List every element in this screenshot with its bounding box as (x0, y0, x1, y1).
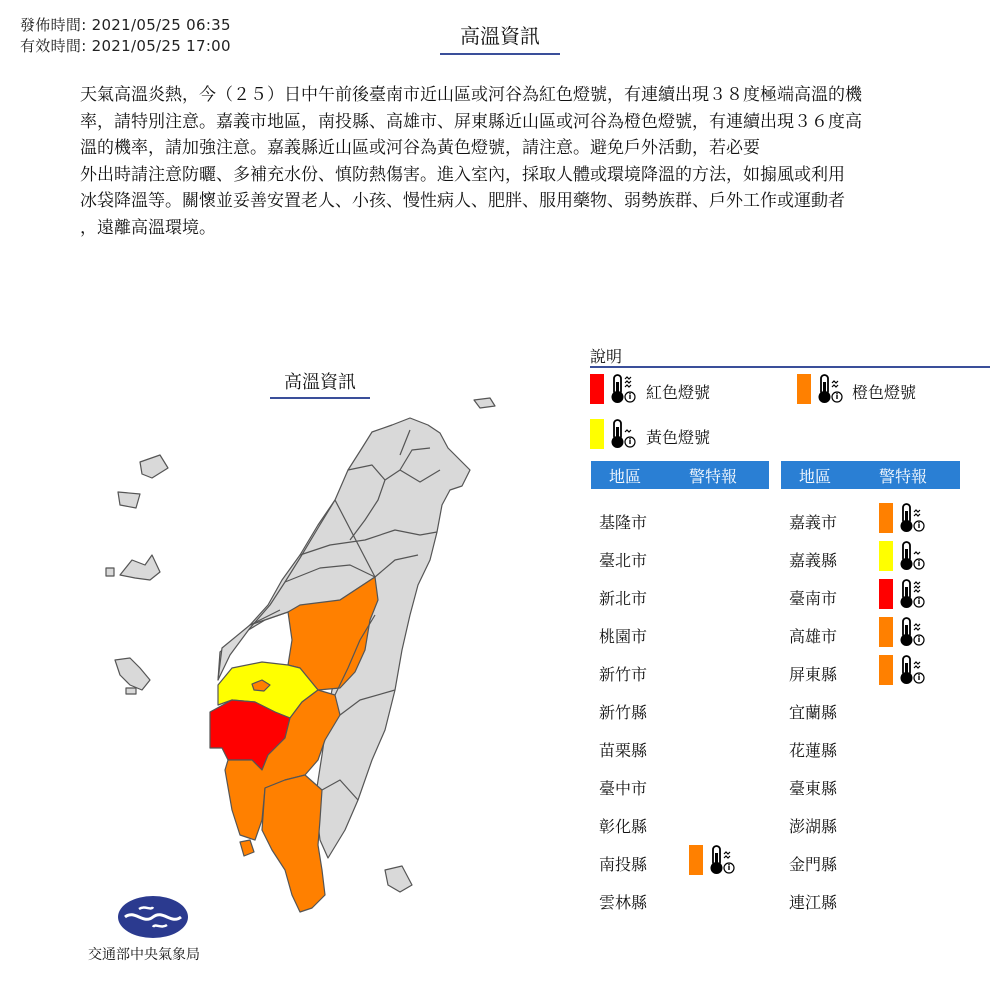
table-row-region: 苗栗縣 (599, 741, 648, 760)
page-title-text: 高溫資訊 (460, 24, 540, 48)
warning-swatch-yellow (879, 541, 893, 571)
table-row-region: 新北市 (599, 589, 648, 608)
legend-label-red: 紅色燈號 (646, 383, 711, 402)
thermometer-2-icon (707, 844, 737, 876)
thermometer-3-icon (608, 373, 638, 405)
warning-swatch-orange (689, 845, 703, 875)
map-region-green-island (385, 866, 412, 892)
cwb-logo-icon (117, 895, 189, 939)
table-row-region: 新竹縣 (599, 703, 648, 722)
legend-title-underline (590, 366, 990, 368)
table-row-region: 臺北市 (599, 551, 648, 570)
table-row-region: 臺中市 (599, 779, 648, 798)
map-title-text: 高溫資訊 (284, 372, 356, 393)
table-row-region: 嘉義縣 (789, 551, 838, 570)
table-row-region: 桃園市 (599, 627, 648, 646)
legend-swatch-yellow (590, 419, 604, 449)
legend-title: 說明 (590, 347, 623, 366)
table-row-region: 連江縣 (789, 893, 838, 912)
map-region-penghu (120, 555, 160, 580)
table-row-region: 澎湖縣 (789, 817, 838, 836)
valid-time: 有效時間: 2021/05/25 17:00 (20, 37, 231, 55)
description-line: 天氣高溫炎熱，今（２５）日中午前後臺南市近山區或河谷為紅色燈號，有連續出現３８度極端高溫的機 (80, 85, 862, 105)
description-line: 外出時請注意防曬、多補充水份、慎防熱傷害。進入室內，採取人體或環境降溫的方法，如搧風或利用 (80, 164, 845, 185)
table-row-region: 南投縣 (599, 855, 648, 874)
thermometer-1-icon (897, 540, 927, 572)
table-row-region: 嘉義市 (789, 513, 838, 532)
legend-swatch-orange (797, 374, 811, 404)
description-line: 冰袋降溫等。關懷並妥善安置老人、小孩、慢性病人、肥胖、服用藥物、弱勢族群、戶外工作或運動者 (80, 191, 845, 211)
legend-label-orange: 橙色燈號 (852, 383, 917, 402)
table-header-right (781, 461, 960, 489)
issue-time: 發佈時間: 2021/05/25 06:35 (20, 16, 231, 34)
table-row-region: 雲林縣 (599, 893, 648, 912)
table-header-warning: 警特報 (879, 466, 928, 486)
warning-swatch-orange (879, 617, 893, 647)
legend-label-yellow: 黃色燈號 (646, 428, 711, 447)
table-row-region: 基隆市 (599, 513, 648, 532)
description-line: 率，請特別注意。嘉義市地區，南投縣、高雄市、屏東縣近山區或河谷為橙色燈號，有連續出現３６度高 (80, 111, 862, 132)
table-row-region: 臺南市 (789, 589, 838, 608)
table-header-warning: 警特報 (689, 466, 738, 486)
thermometer-3-icon (897, 578, 927, 610)
table-header-region: 地區 (799, 466, 832, 486)
table-header-region: 地區 (609, 466, 642, 486)
table-row-region: 金門縣 (789, 855, 838, 874)
warning-swatch-orange (879, 503, 893, 533)
warning-swatch-red (879, 579, 893, 609)
table-row-region: 宜蘭縣 (789, 703, 838, 722)
table-row-region: 彰化縣 (599, 817, 648, 836)
warning-swatch-orange (879, 655, 893, 685)
description-line: ，遠離高溫環境。 (80, 217, 216, 238)
thermometer-2-icon (815, 373, 845, 405)
legend-swatch-red (590, 374, 604, 404)
table-row-region: 臺東縣 (789, 779, 838, 798)
table-row-region: 新竹市 (599, 665, 648, 684)
table-header-left (591, 461, 769, 489)
thermometer-2-icon (897, 616, 927, 648)
table-row-region: 花蓮縣 (789, 741, 838, 760)
agency-name: 交通部中央氣象局 (88, 947, 200, 963)
thermometer-1-icon (608, 418, 638, 450)
table-row-region: 高雄市 (789, 627, 838, 646)
map-region-pingtung (262, 775, 325, 912)
description-line: 溫的機率，請加強注意。嘉義縣近山區或河谷為黃色燈號，請注意。避免戶外活動，若必要 (80, 138, 760, 158)
thermometer-2-icon (897, 654, 927, 686)
table-row-region: 屏東縣 (789, 665, 838, 684)
thermometer-2-icon (897, 502, 927, 534)
